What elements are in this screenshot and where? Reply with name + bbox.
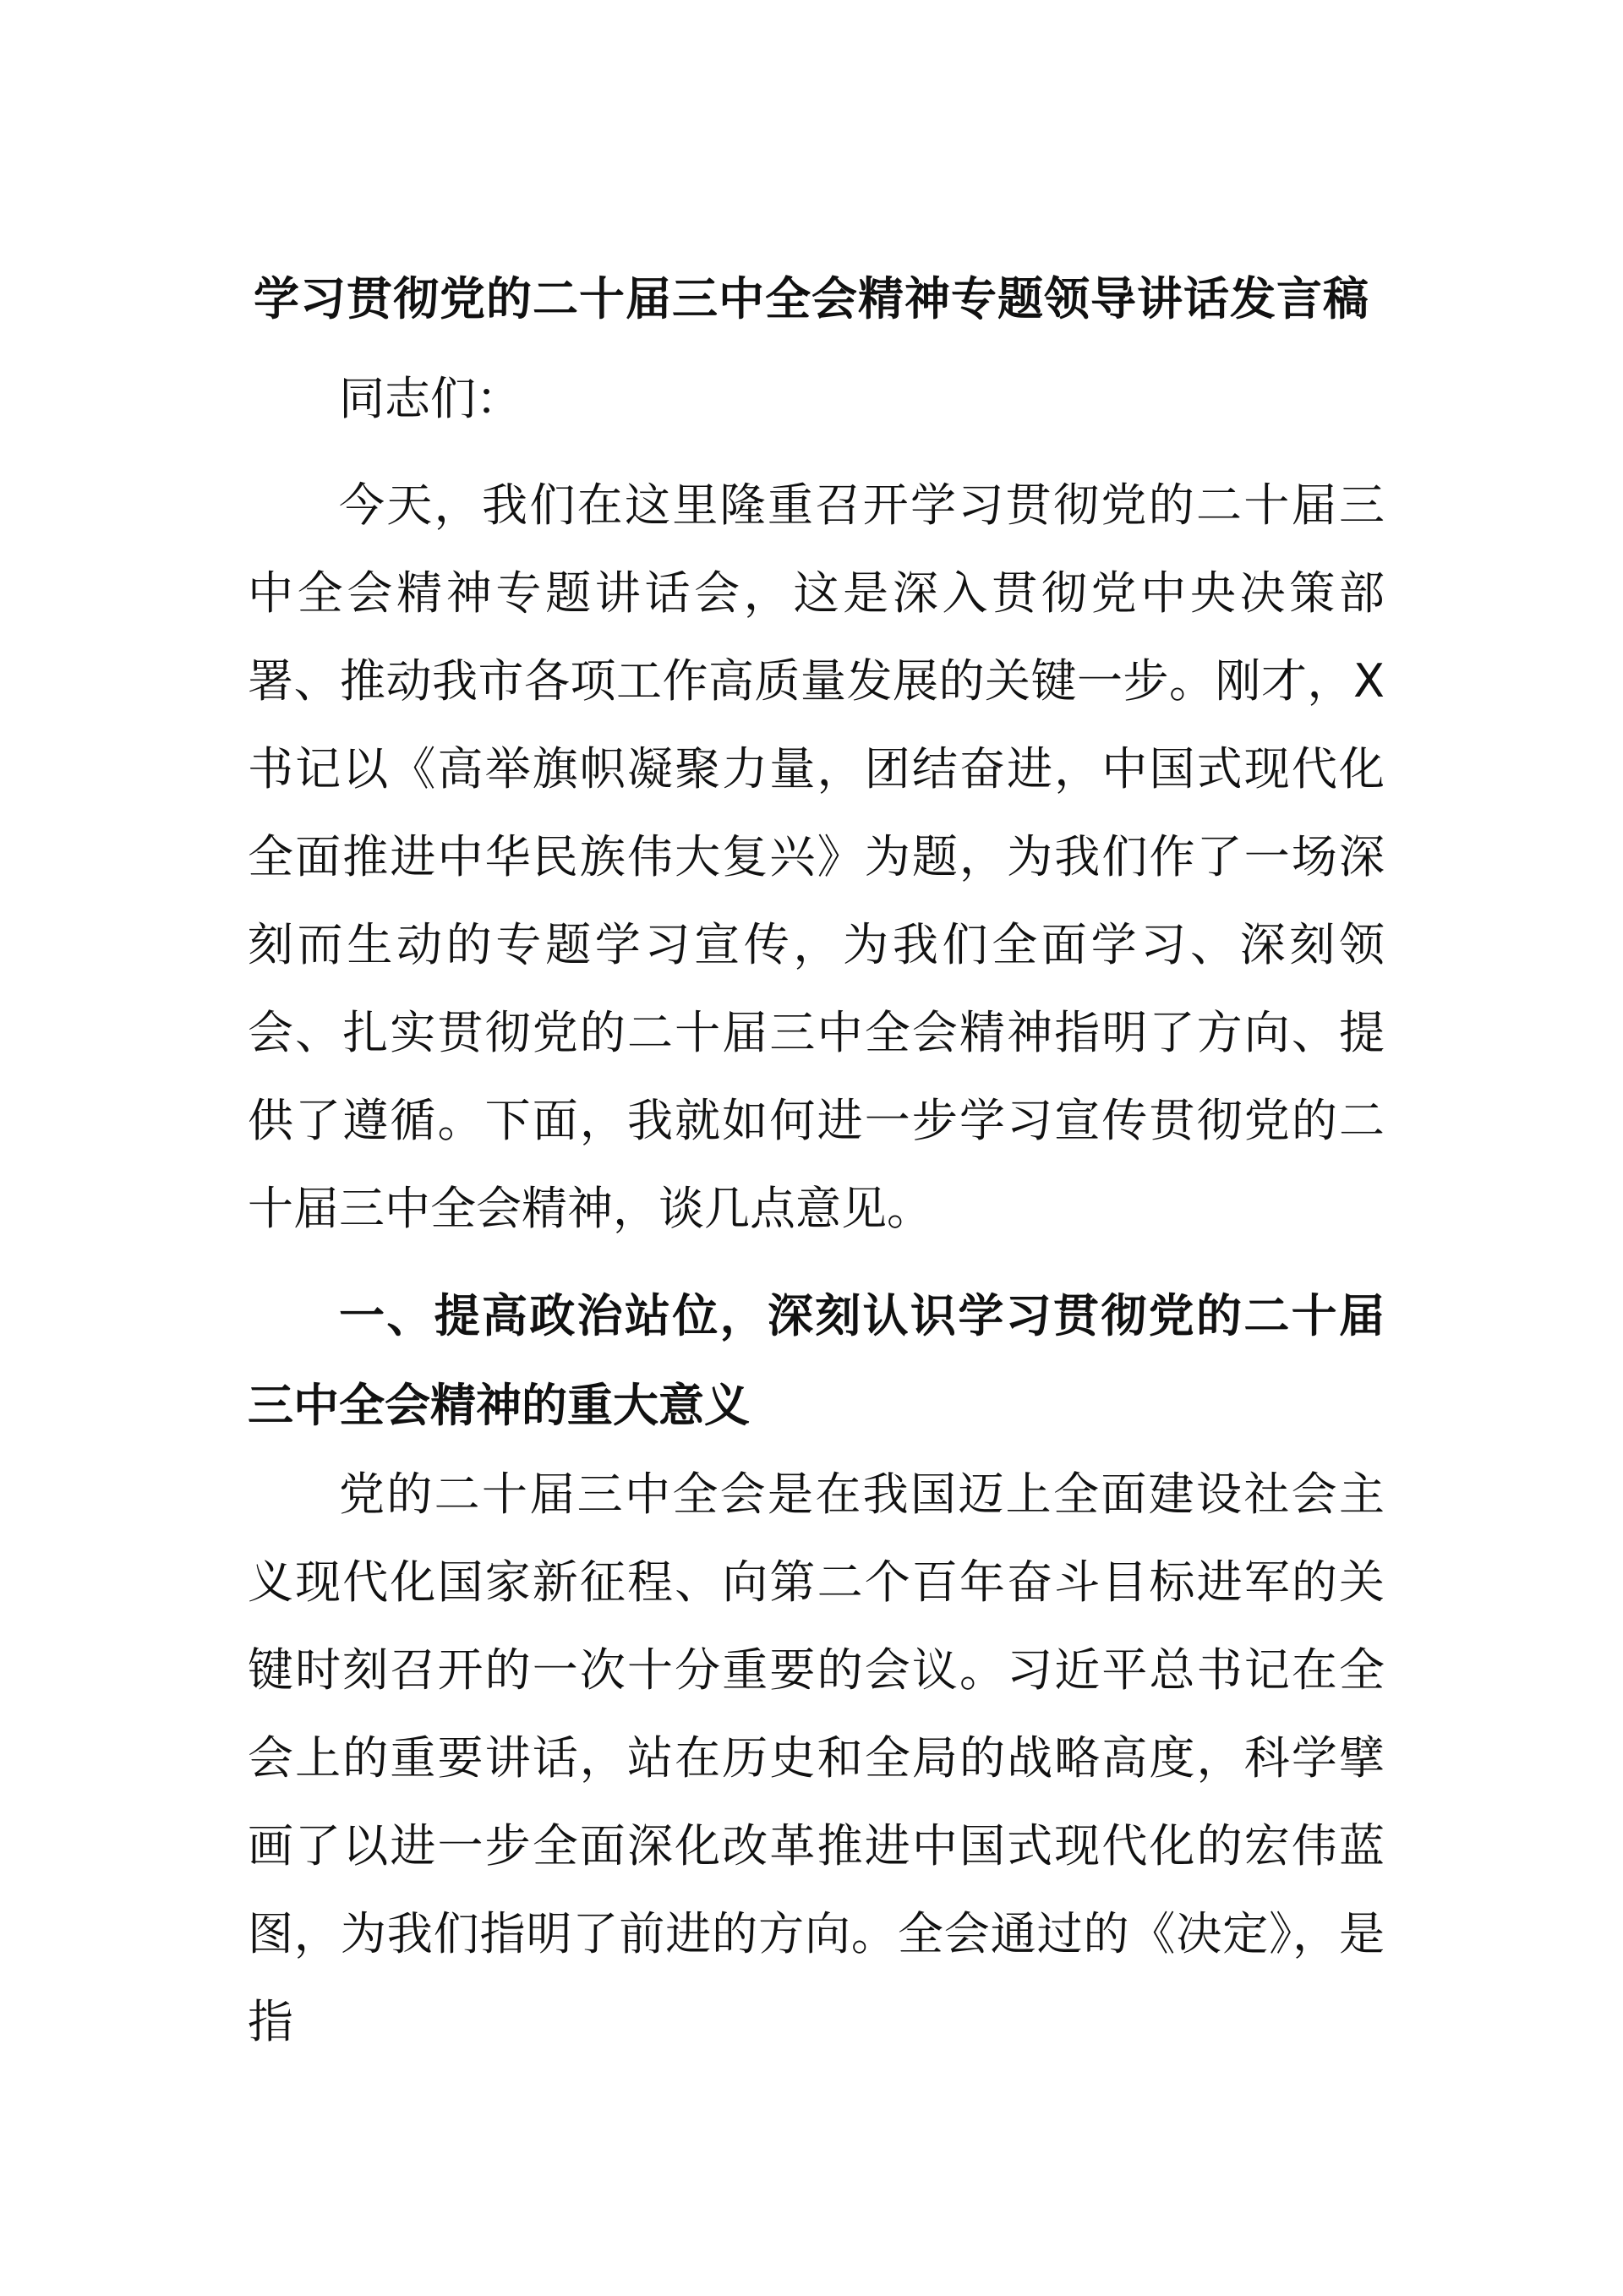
paragraph-intro: 今天，我们在这里隆重召开学习贯彻党的二十届三中全会精神专题讲话会，这是深入贯彻党中央决策部署、推动我市各项工作高质量发展的关键一步。刚才，X书记以《高举旗帜凝聚力量，团结奋进，中国式现代化全面推进中华民族伟大复兴》为题，为我们作了一场深刻而生动的专题学习宣传，为我们全面学习、深刻领会、扎实贯彻党的二十届三中全会精神指明了方向、提供了遵循。下面，我就如何进一步学习宣传贯彻党的二十届三中全会精神，谈几点意见。 [248, 478, 1385, 1235]
salutation: 同志们： [339, 372, 522, 425]
document-body [248, 355, 1385, 2066]
section-heading-1: 一、提高政治站位，深刻认识学习贯彻党的二十届三中全会精神的重大意义 [248, 1289, 1385, 1432]
paragraph-section-1: 党的二十届三中全会是在我国迈上全面建设社会主义现代化国家新征程、向第二个百年奋斗目标进军的关键时刻召开的一次十分重要的会议。习近平总书记在全会上的重要讲话，站在历史和全局的战略高度，科学擘画了以进一步全面深化改革推进中国式现代化的宏伟蓝图，为我们指明了前进的方向。全会通过的《决定》，是指 [248, 1468, 1385, 2048]
document-title: 学习贯彻党的二十届三中全会精神专题领导讲话发言稿 [254, 272, 1369, 325]
